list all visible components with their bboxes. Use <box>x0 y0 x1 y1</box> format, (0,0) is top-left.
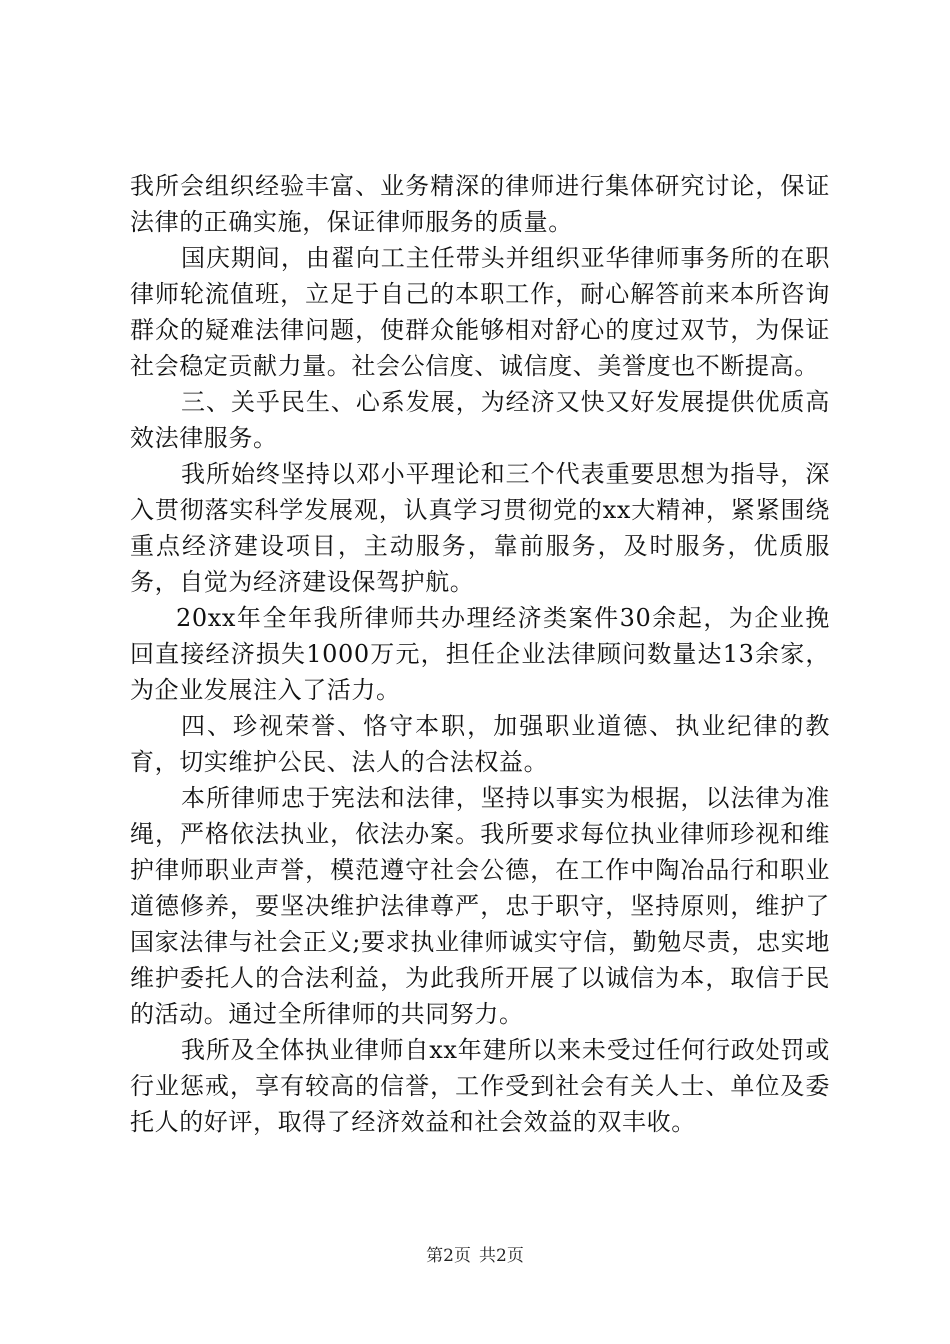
paragraph-national-day: 国庆期间，由翟向工主任带头并组织亚华律师事务所的在职律师轮流值班，立足于自己的本职工作，耐心解答前来本所咨询群众的疑难法律问题，使群众能够相对舒心的度过双节，为保证社会稳定贡献力量。社会公信度、诚信度、美誉度也不断提高。 <box>130 244 830 380</box>
paragraph-guidance: 我所始终坚持以邓小平理论和三个代表重要思想为指导，深入贯彻落实科学发展观，认真学习贯彻党的xx大精神，紧紧围绕重点经济建设项目，主动服务，靠前服务，及时服务，优质服务，自觉为经济建设保驾护航。 <box>130 460 830 596</box>
paragraph-lawyer-ethics: 本所律师忠于宪法和法律，坚持以事实为根据，以法律为准绳，严格依法执业，依法办案。我所要求每位执业律师珍视和维护律师职业声誉，模范遵守社会公德，在工作中陶冶品行和职业道德修养，要坚决维护法律尊严，忠于职守，坚持原则，维护了国家法律与社会正义;要求执业律师诚实守信，勤勉尽责，忠实地维护委托人的合法利益，为此我所开展了以诚信为本，取信于民的活动。通过全所律师的共同努力。 <box>130 784 830 1028</box>
section-heading-four: 四、珍视荣誉、恪守本职，加强职业道德、执业纪律的教育，切实维护公民、法人的合法权益。 <box>130 712 830 776</box>
page-footer <box>0 1245 950 1267</box>
page-total: 共2页 <box>479 1246 524 1266</box>
section-heading-three: 三、关乎民生、心系发展，为经济又快又好发展提供优质高效法律服务。 <box>130 388 830 452</box>
document-body <box>130 168 830 1140</box>
paragraph-continuation: 我所会组织经验丰富、业务精深的律师进行集体研究讨论，保证法律的正确实施，保证律师服务的质量。 <box>130 172 830 236</box>
paragraph-annual-cases: 20xx年全年我所律师共办理经济类案件30余起，为企业挽回直接经济损失1000万元，担任企业法律顾问数量达13余家，为企业发展注入了活力。 <box>130 604 830 704</box>
page-number: 第2页 <box>426 1246 471 1266</box>
paragraph-reputation: 我所及全体执业律师自xx年建所以来未受过任何行政处罚或行业惩戒，享有较高的信誉，工作受到社会有关人士、单位及委托人的好评，取得了经济效益和社会效益的双丰收。 <box>130 1036 830 1136</box>
